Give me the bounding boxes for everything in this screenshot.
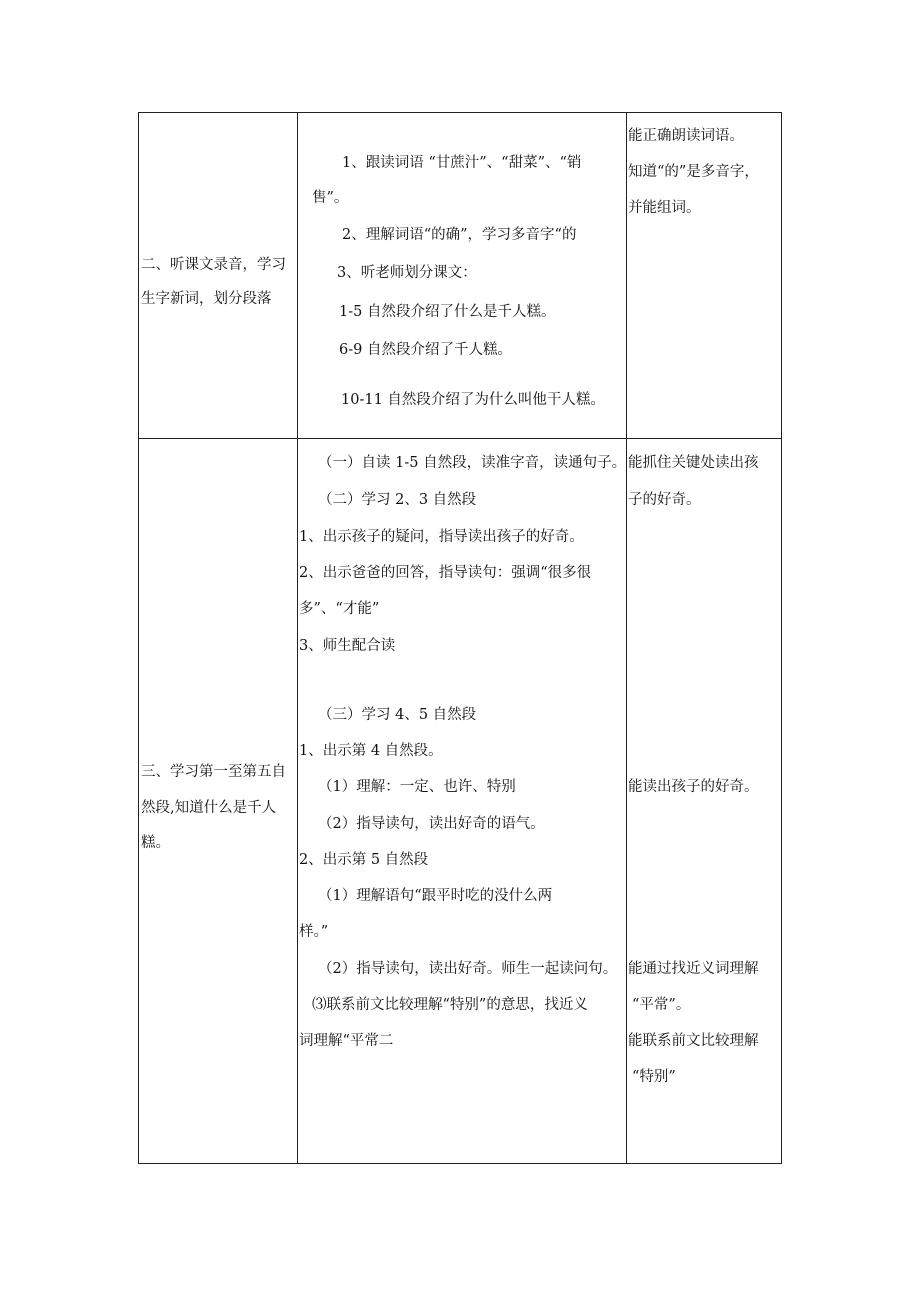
activity-line: 1、出示孩子的疑问，指导读出孩子的好奇。: [299, 529, 584, 545]
goal-line: 并能组词。: [628, 200, 701, 216]
table-column-divider: [297, 112, 298, 1164]
goal-line: 能联系前文比较理解: [628, 1033, 759, 1049]
stage-cell-text: 三、学习第一至第五自: [141, 764, 286, 780]
activity-line: 2、理解词语“的确”，学习多音字“的: [342, 227, 577, 243]
goal-line: 能读出孩子的好奇。: [628, 779, 759, 795]
activity-line: （一）自读 1-5 自然段，读准字音，读通句子。: [318, 455, 627, 471]
activity-line: 3、师生配合读: [299, 638, 396, 654]
activity-line: （2）指导读句，读出好奇。师生一起读问句。: [318, 961, 618, 977]
table-row-divider: [138, 438, 782, 439]
activity-line: （三）学习 4、5 自然段: [318, 707, 477, 723]
activity-line: 3、听老师划分课文：: [337, 265, 477, 281]
activity-line: ⑶联系前文比较理解“特别”的意思，找近义: [312, 997, 588, 1013]
activity-line: 6-9 自然段介绍了千人糕。: [339, 342, 512, 358]
table-border-top: [138, 112, 782, 113]
activity-line: 1、跟读词语 “甘蔗汁”、“甜菜”、“销: [342, 155, 582, 171]
stage-cell-text: 然段,知道什么是千人: [141, 800, 277, 816]
activity-line: 2、出示爸爸的回答，指导读句：强调“很多很: [299, 565, 592, 581]
activity-line: （1）理解语句“跟平时吃的没什么两: [318, 888, 553, 904]
goal-line: “特别”: [632, 1069, 676, 1085]
activity-line: 词理解“平常二: [299, 1033, 394, 1049]
stage-cell-text: 生字新词，划分段落: [141, 291, 272, 307]
goal-line: 知道“的”是多音字，: [628, 164, 759, 180]
activity-line: 售”。: [312, 190, 349, 206]
activity-line: 1-5 自然段介绍了什么是千人糕。: [339, 304, 556, 320]
table-border-right: [781, 112, 782, 1164]
goal-line: 能正确朗读词语。: [628, 128, 744, 144]
activity-line: 1、出示第 4 自然段。: [299, 743, 443, 759]
goal-line: 能抓住关键处读出孩: [628, 455, 759, 471]
activity-line: 样。”: [299, 924, 329, 940]
activity-line: 多”、“才能”: [299, 601, 380, 617]
activity-line: 2、出示第 5 自然段: [299, 852, 429, 868]
table-column-divider: [626, 112, 627, 1164]
stage-cell-text: 糕。: [141, 835, 170, 851]
table-border-left: [138, 112, 139, 1164]
goal-line: “平常”。: [632, 997, 691, 1013]
goal-line: 子的好奇。: [628, 492, 701, 508]
goal-line: 能通过找近义词理解: [628, 961, 759, 977]
activity-line: （1）理解：一定、也许、特别: [318, 779, 516, 795]
activity-line: 10-11 自然段介绍了为什么叫他干人糕。: [341, 392, 605, 408]
table-border-bottom: [138, 1163, 782, 1164]
activity-line: （二）学习 2、3 自然段: [318, 492, 477, 508]
stage-cell-text: 二、听课文录音，学习: [141, 257, 286, 273]
activity-line: （2）指导读句，读出好奇的语气。: [318, 816, 545, 832]
